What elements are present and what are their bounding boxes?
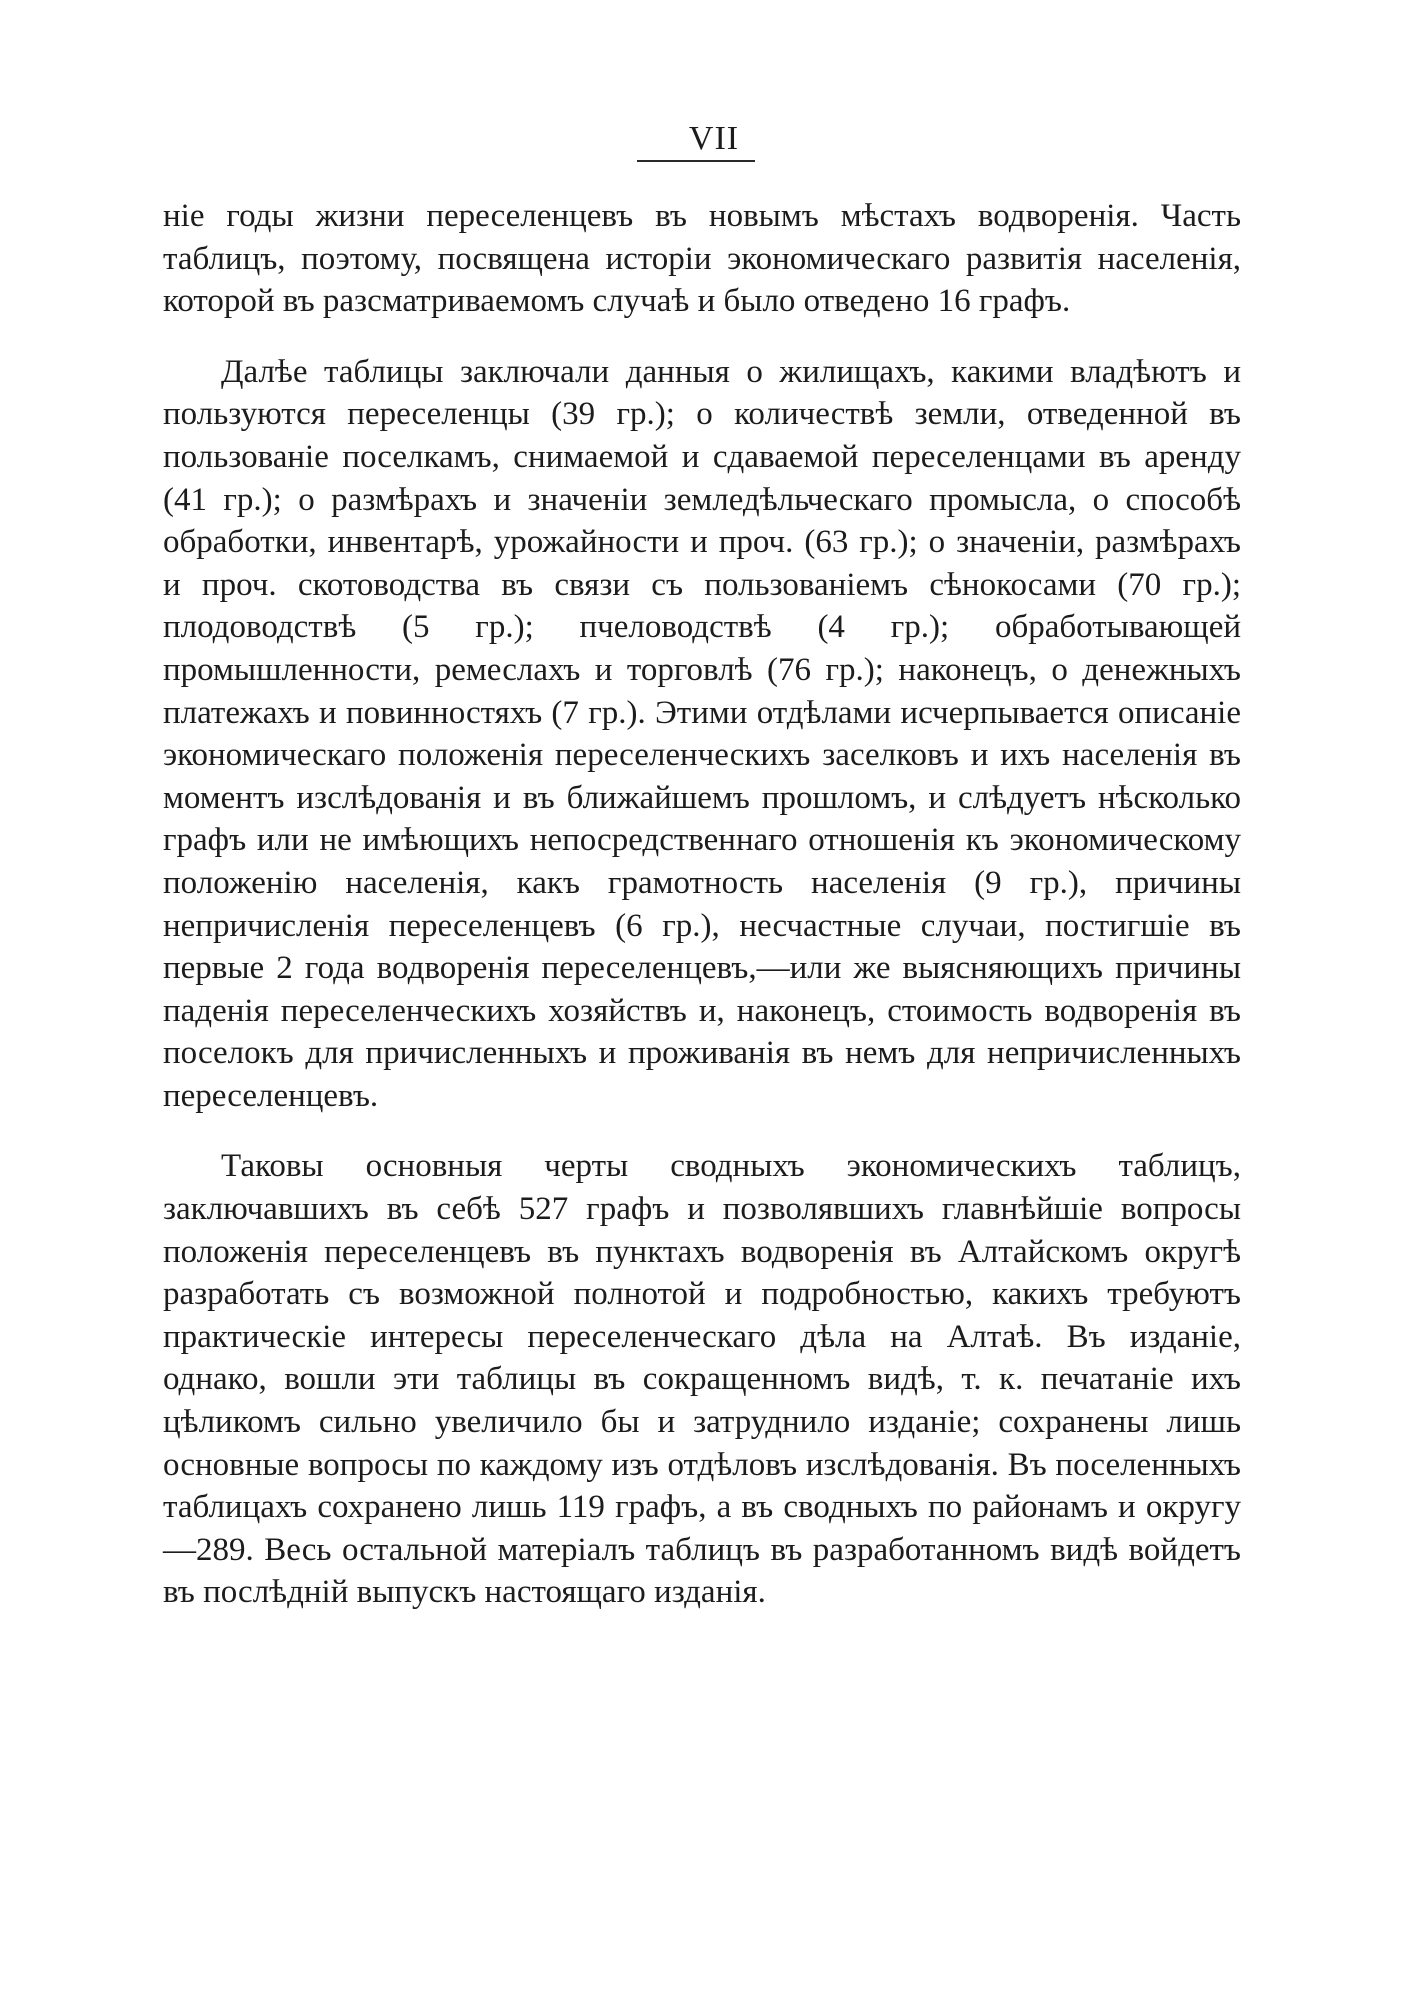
body-text	[163, 195, 1241, 1614]
paragraph-tables-summary: Таковы основныя черты сводныхъ экономическихъ таблицъ, заключавшихъ въ себѣ 527 графъ и позволявшихъ главнѣйшіе вопросы положенія переселенцевъ въ пунктахъ водворенія въ Алтайскомъ округѣ разработать съ возможной полнотой и подробностью, какихъ требуютъ практическіе интересы переселенческаго дѣла на Алтаѣ. Въ изданіе, однако, вошли эти таблицы въ сокращенномъ видѣ, т. к. печатаніе ихъ цѣликомъ сильно увеличило бы и затруднило изданіе; сохранены лишь основные вопросы по каждому изъ отдѣловъ изслѣдованія. Въ поселенныхъ таблицахъ сохранено лишь 119 графъ, а въ сводныхъ по районамъ и округу—289. Весь остальной матеріалъ таблицъ въ разработанномъ видѣ войдетъ въ послѣдній выпускъ настоящаго изданія.	[163, 1148, 1241, 1611]
paragraph-tables-contents: Далѣе таблицы заключали данныя о жилищахъ, какими владѣютъ и пользуются переселенцы (39 гр.); о количествѣ земли, отведенной въ пользованіе поселкамъ, снимаемой и сдаваемой переселенцами въ аренду (41 гр.); о размѣрахъ и значеніи земледѣльческаго промысла, о способѣ обработки, инвентарѣ, урожайности и проч. (63 гр.); о значеніи, размѣрахъ и проч. скотоводства въ связи съ пользованіемъ сѣнокосами (70 гр.); плодоводствѣ (5 гр.); пчеловодствѣ (4 гр.); обработывающей промышленности, ремеслахъ и торговлѣ (76 гр.); наконецъ, о денежныхъ платежахъ и повинностяхъ (7 гр.). Этими отдѣлами исчерпывается описаніе экономическаго положенія переселенческихъ заселковъ и ихъ населенія въ моментъ изслѣдованія и въ ближайшемъ прошломъ, и слѣдуетъ нѣсколько графъ или не имѣющихъ непосредственнаго отношенія къ экономическому положенію населенія, какъ грамотность населенія (9 гр.), причины непричисленія переселенцевъ (6 гр.), несчастные случаи, постигшіе въ первые 2 года водворенія переселенцевъ,—или же выясняющихъ причины паденія переселенческихъ хозяйствъ и, наконецъ, стоимость водворенія въ поселокъ для причисленныхъ и проживанія въ немъ для непричисленныхъ переселенцевъ.	[163, 353, 1241, 1114]
paragraph-continued: ніе годы жизни переселенцевъ въ новымъ мѣстахъ водворенія. Часть таблицъ, поэтому, посвящена исторіи экономическаго развитія населенія, которой въ разсматриваемомъ случаѣ и было отведено 16 графъ.	[163, 198, 1241, 320]
page-number-underline	[637, 160, 755, 162]
page-number: VII	[688, 120, 740, 157]
